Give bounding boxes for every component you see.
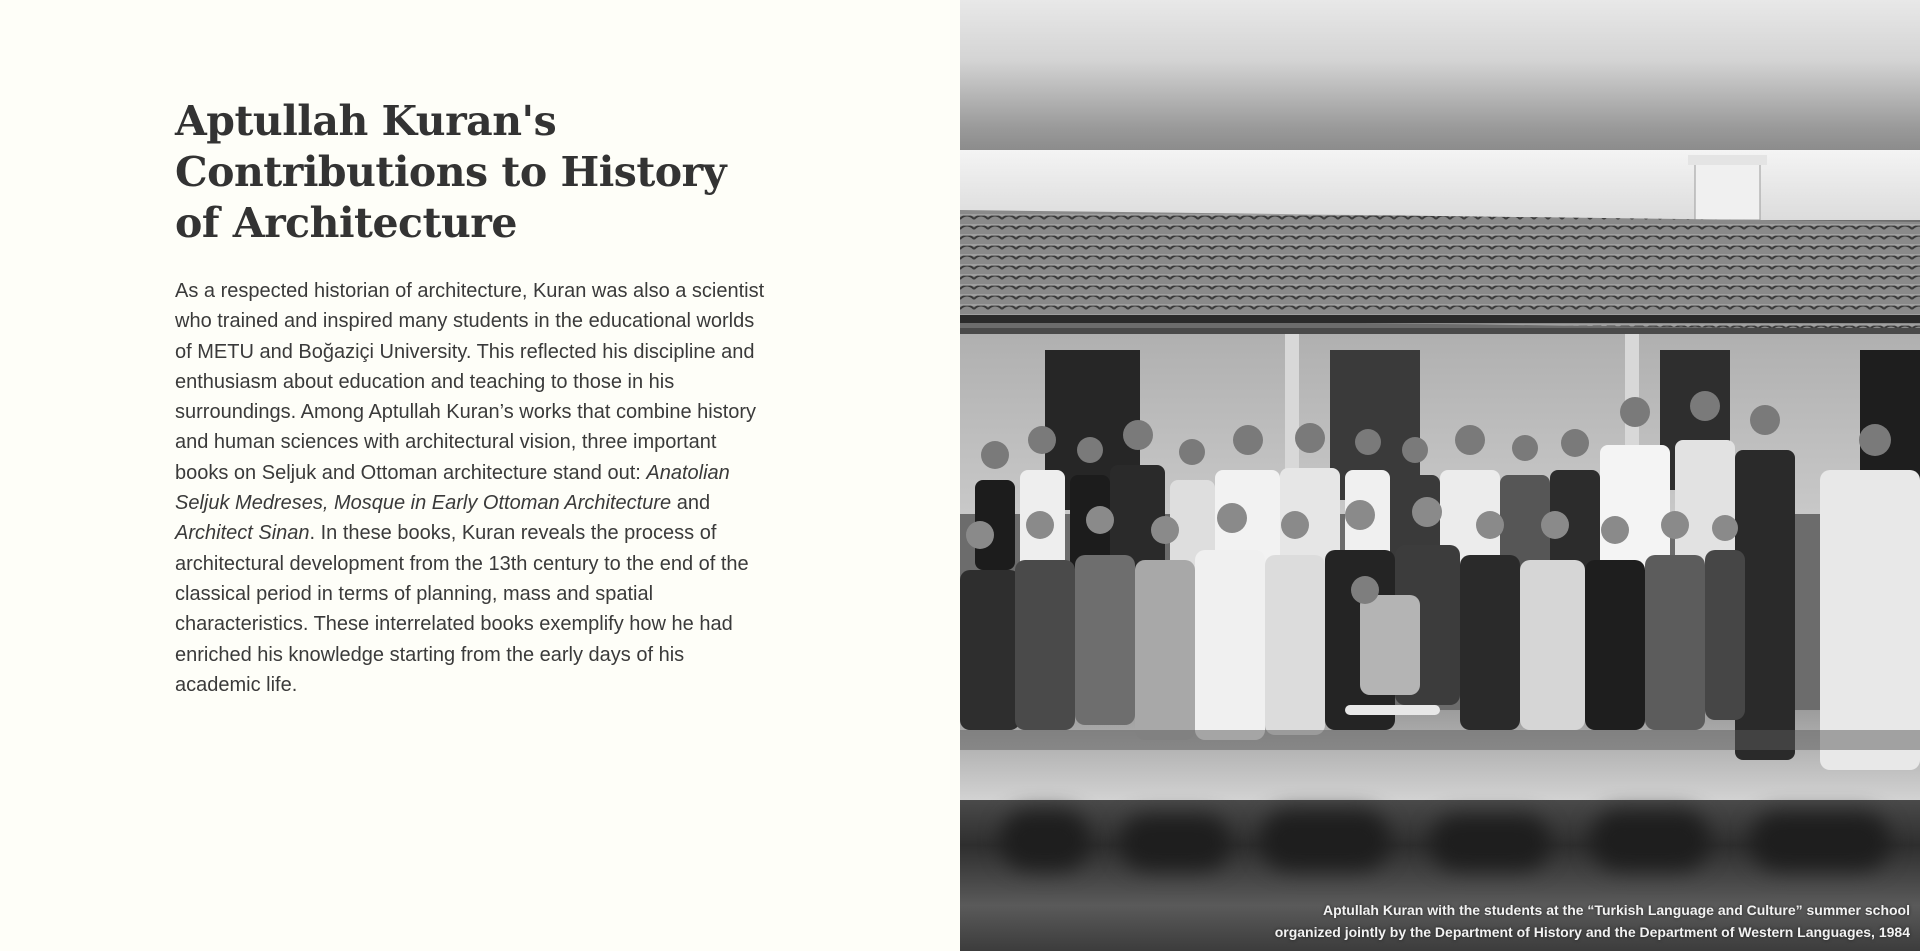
photo-caption (1010, 899, 1910, 943)
body-intro: As a respected historian of architecture, Kuran was also a scientist who trained and inspired many students in the educational worlds of METU and Boğaziçi University. This reflected his discipline and enthusiasm about education and teaching to those in his surroundings. Among Aptullah Kuran’s works that combine history and human sciences with architectural vision, three important books on Seljuk and Ottoman architecture stand out: (175, 280, 765, 484)
book-title-architect-sinan: Architect Sinan (175, 522, 310, 545)
book-title-medreses-mosque: Anatolian Seljuk Medreses, Mosque in Early Ottoman Architecture (175, 461, 730, 515)
caption-line-1: Aptullah Kuran with the students at the “Turkish Language and Culture” summer school (1322, 902, 1910, 918)
article-body (175, 276, 765, 700)
group-photo (960, 150, 1920, 800)
body-conclusion: . In these books, Kuran reveals the process of architectural development from the 13th century to the end of the classical period in terms of planning, mass and spatial characteristics. These interrelated books exemplify how he had enriched his knowledge starting from the early days of his academic life. (175, 522, 749, 696)
body-and: and (671, 492, 711, 515)
photo-blurred-top (960, 0, 1920, 150)
caption-line-2: organized jointly by the Department of History and the Department of Western Languages, 1984 (1274, 924, 1910, 940)
article-title: Aptullah Kuran's Contributions to History of Architecture (175, 97, 727, 247)
photo-panel (960, 0, 1920, 951)
